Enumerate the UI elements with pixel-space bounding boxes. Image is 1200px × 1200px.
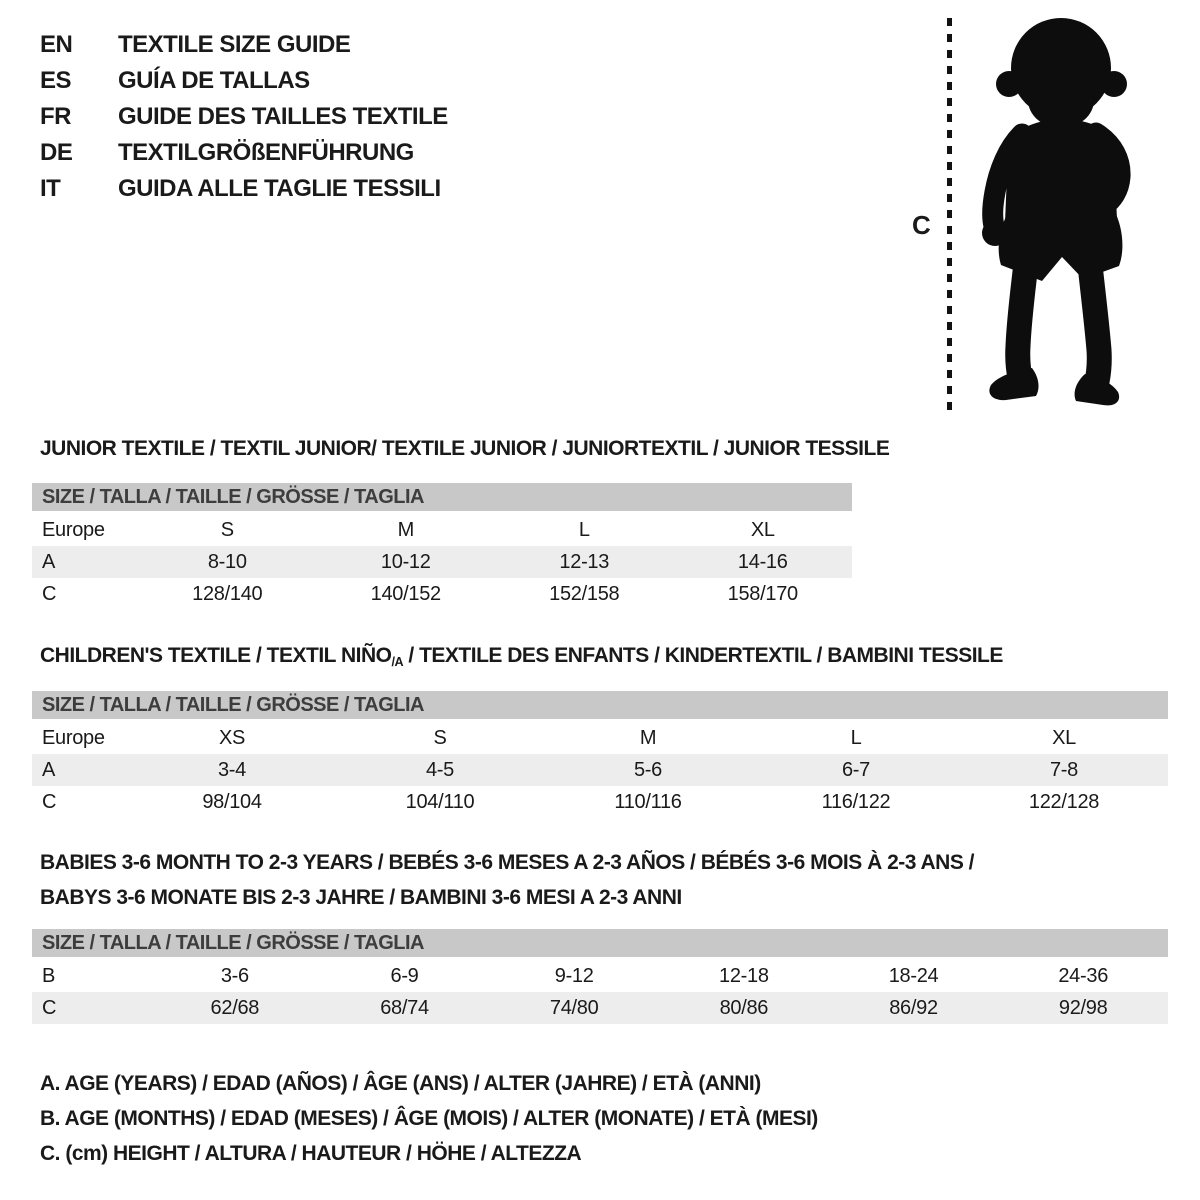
babies-size-table xyxy=(32,929,1168,1024)
age-value-cell: 3-4 xyxy=(217,759,246,781)
language-code: ES xyxy=(40,67,72,94)
table-row-height xyxy=(32,578,852,610)
guide-title-en: TEXTILE SIZE GUIDE xyxy=(118,31,351,58)
babies-section-heading xyxy=(40,845,974,915)
language-title-block xyxy=(40,27,448,207)
size-value-cell: M xyxy=(397,519,414,541)
legend-footnotes xyxy=(40,1066,818,1171)
language-code: EN xyxy=(40,31,73,58)
size-header-bar: SIZE / TALLA / TAILLE / GRÖSSE / TAGLIA xyxy=(32,929,1168,957)
row-label: Europe xyxy=(42,519,105,541)
footnote-b: B. AGE (MONTHS) / EDAD (MESES) / ÂGE (MOIS) / ALTER (MONATE) / ETÀ (MESI) xyxy=(40,1107,818,1130)
toddler-silhouette-icon xyxy=(964,14,1154,424)
age-value-cell: 4-5 xyxy=(425,759,454,781)
language-row-it xyxy=(40,171,448,207)
language-code: DE xyxy=(40,139,73,166)
height-value-cell: 110/116 xyxy=(614,791,682,813)
age-value-cell: 6-7 xyxy=(841,759,870,781)
row-label: C xyxy=(42,583,57,605)
size-value-cell: XL xyxy=(1052,727,1076,749)
children-section-heading xyxy=(40,644,1003,668)
junior-size-table xyxy=(32,483,852,610)
age-value-cell: 7-8 xyxy=(1049,759,1078,781)
table-row-height xyxy=(32,992,1168,1024)
size-header-bar: SIZE / TALLA / TAILLE / GRÖSSE / TAGLIA xyxy=(32,483,852,511)
age-value-cell: 12-13 xyxy=(559,551,610,573)
footnote-c: C. (cm) HEIGHT / ALTURA / HAUTEUR / HÖHE / ALTEZZA xyxy=(40,1142,582,1165)
height-measure-label: C xyxy=(912,210,931,240)
age-value-cell: 5-6 xyxy=(633,759,662,781)
language-row-en xyxy=(40,27,448,63)
guide-title-it: GUIDA ALLE TAGLIE TESSILI xyxy=(118,175,441,202)
footnote-a: A. AGE (YEARS) / EDAD (AÑOS) / ÂGE (ANS) / ALTER (JAHRE) / ETÀ (ANNI) xyxy=(40,1072,761,1095)
row-label: C xyxy=(42,791,57,813)
children-heading-post: / TEXTILE DES ENFANTS / KINDERTEXTIL / BAMBINI TESSILE xyxy=(403,644,1003,667)
table-row-height xyxy=(32,786,1168,818)
size-value-cell: S xyxy=(433,727,447,749)
babies-heading-line1: BABIES 3-6 MONTH TO 2-3 YEARS / BEBÉS 3-6 MESES A 2-3 AÑOS / BÉBÉS 3-6 MOIS À 2-3 ANS / xyxy=(40,851,975,874)
babies-heading-line2: BABYS 3-6 MONATE BIS 2-3 JAHRE / BAMBINI 3-6 MESI A 2-3 ANNI xyxy=(40,886,682,909)
age-value-cell: 6-9 xyxy=(390,965,419,987)
height-value-cell: 74/80 xyxy=(549,997,599,1019)
size-value-cell: M xyxy=(639,727,657,749)
row-label: B xyxy=(42,965,56,987)
guide-title-de: TEXTILGRÖßENFÜHRUNG xyxy=(118,139,414,166)
size-header-bar: SIZE / TALLA / TAILLE / GRÖSSE / TAGLIA xyxy=(32,691,1168,719)
height-value-cell: 152/158 xyxy=(549,583,620,605)
age-value-cell: 12-18 xyxy=(719,965,769,987)
language-row-de xyxy=(40,135,448,171)
age-value-cell: 14-16 xyxy=(737,551,788,573)
table-row-europe xyxy=(32,722,1168,754)
age-value-cell: 9-12 xyxy=(554,965,594,987)
height-value-cell: 140/152 xyxy=(370,583,441,605)
height-value-cell: 98/104 xyxy=(202,791,262,813)
row-label: A xyxy=(42,759,56,781)
height-value-cell: 68/74 xyxy=(380,997,429,1019)
children-heading-sub: /A xyxy=(391,654,404,669)
language-row-fr xyxy=(40,99,448,135)
age-value-cell: 24-36 xyxy=(1058,965,1109,987)
height-value-cell: 128/140 xyxy=(192,583,263,605)
language-code: FR xyxy=(40,103,71,130)
height-value-cell: 104/110 xyxy=(405,791,475,813)
height-measure-figure xyxy=(900,10,1180,425)
height-value-cell: 158/170 xyxy=(727,583,798,605)
age-value-cell: 8-10 xyxy=(207,551,247,573)
size-value-cell: L xyxy=(850,727,862,749)
size-value-cell: S xyxy=(220,519,234,541)
height-dashed-line xyxy=(947,18,952,418)
age-value-cell: 10-12 xyxy=(380,551,431,573)
row-label: A xyxy=(42,551,56,573)
height-value-cell: 116/122 xyxy=(821,791,891,813)
table-row-europe xyxy=(32,514,852,546)
row-label: Europe xyxy=(42,727,105,749)
table-row-age xyxy=(32,546,852,578)
age-value-cell: 18-24 xyxy=(888,965,939,987)
size-value-cell: XL xyxy=(750,519,775,541)
row-label: C xyxy=(42,997,57,1019)
junior-section-heading: JUNIOR TEXTILE / TEXTIL JUNIOR/ TEXTILE JUNIOR / JUNIORTEXTIL / JUNIOR TESSILE xyxy=(40,437,890,460)
height-value-cell: 92/98 xyxy=(1058,997,1108,1019)
height-value-cell: 80/86 xyxy=(719,997,769,1019)
table-row-age-months xyxy=(32,960,1168,992)
age-value-cell: 3-6 xyxy=(220,965,249,987)
children-heading-pre: CHILDREN'S TEXTILE / TEXTIL NIÑO xyxy=(40,644,392,667)
language-row-es xyxy=(40,63,448,99)
height-value-cell: 86/92 xyxy=(889,997,938,1019)
children-size-table xyxy=(32,691,1168,818)
language-code: IT xyxy=(40,175,61,202)
height-value-cell: 62/68 xyxy=(210,997,260,1019)
size-value-cell: L xyxy=(578,519,590,541)
table-row-age xyxy=(32,754,1168,786)
height-value-cell: 122/128 xyxy=(1028,791,1100,813)
guide-title-es: GUÍA DE TALLAS xyxy=(118,67,310,94)
guide-title-fr: GUIDE DES TAILLES TEXTILE xyxy=(118,103,448,130)
size-value-cell: XS xyxy=(218,727,246,749)
